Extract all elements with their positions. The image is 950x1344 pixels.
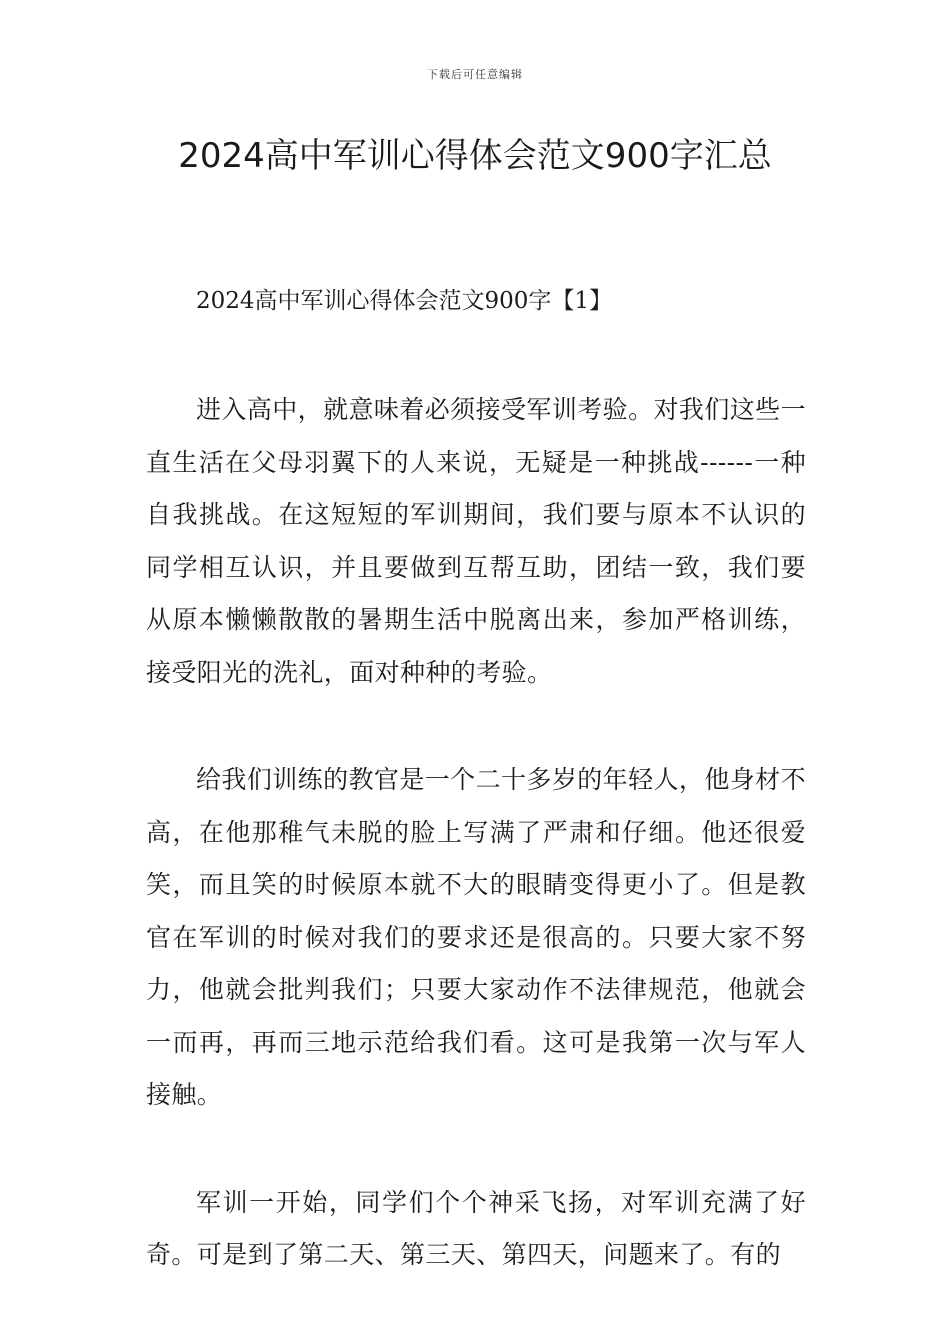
paragraph-3: 军训一开始，同学们个个神采飞扬，对军训充满了好奇。可是到了第二天、第三天、第四天，问题来了。有的 xyxy=(146,1187,806,1269)
document-body xyxy=(146,275,806,1337)
section-heading: 2024高中军训心得体会范文900字【1】 xyxy=(196,288,613,314)
paragraph-1: 进入高中，就意味着必须接受军训考验。对我们这些一直生活在父母羽翼下的人来说，无疑是一种挑战------一种自我挑战。在这短短的军训期间，我们要与原本不认识的同学相互认识，并且要做到互帮互助，团结一致，我们要从原本懒懒散散的暑期生活中脱离出来，参加严格训练，接受阳光的洗礼，面对种种的考验。 xyxy=(146,395,806,687)
paragraph-2: 给我们训练的教官是一个二十多岁的年轻人，他身材不高，在他那稚气未脱的脸上写满了严肃和仔细。他还很爱笑，而且笑的时候原本就不大的眼睛变得更小了。但是教官在军训的时候对我们的要求还是很高的。只要大家不努力，他就会批判我们；只要大家动作不法律规范，他就会一而再，再而三地示范给我们看。这可是我第一次与军人接触。 xyxy=(146,765,806,1109)
document-title: 2024高中军训心得体会范文900字汇总 xyxy=(178,136,772,176)
page-header-note: 下载后可任意编辑 xyxy=(427,68,523,81)
